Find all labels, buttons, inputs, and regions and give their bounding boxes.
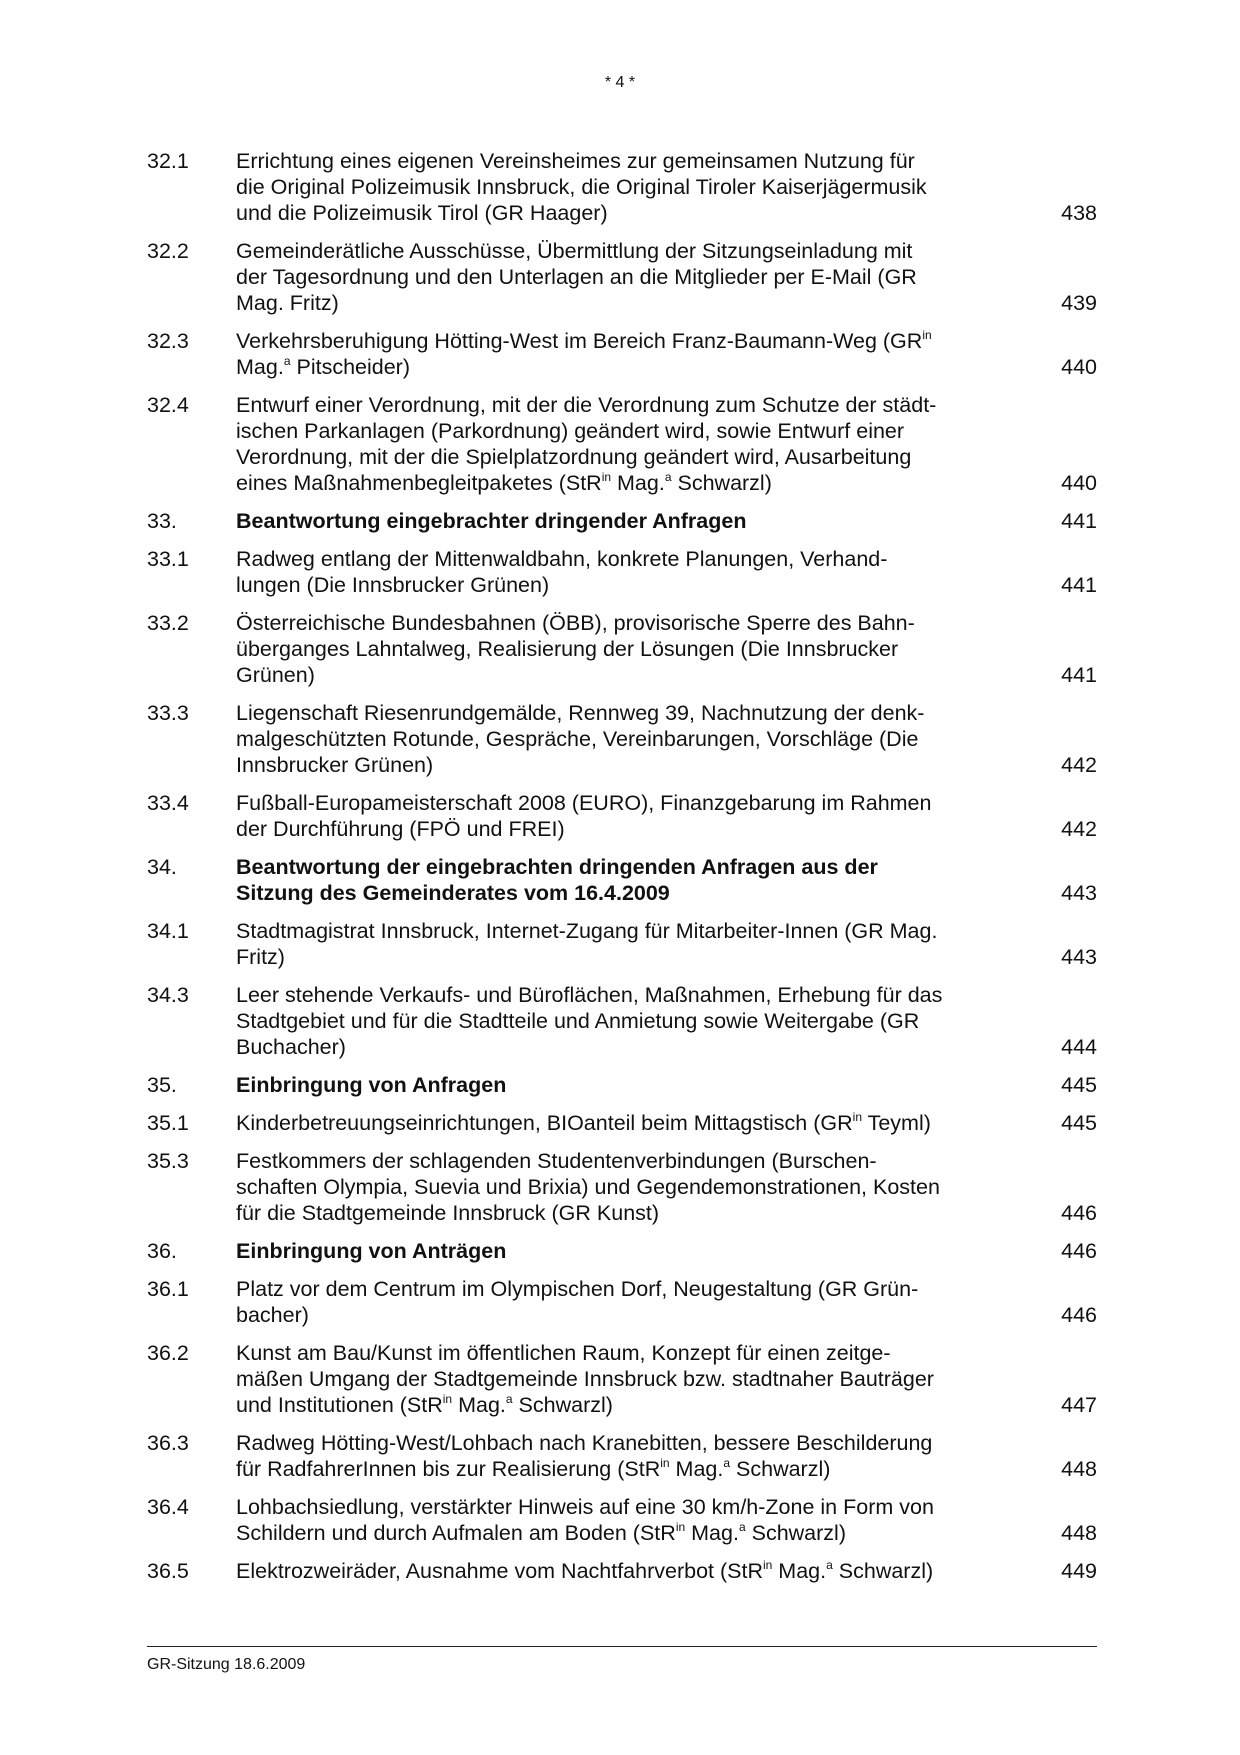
title-text: lungen (Die Innsbrucker Grünen) [236, 573, 550, 597]
toc-entry-title [236, 1430, 1006, 1482]
toc-entry-page: 446 [1061, 1303, 1097, 1327]
toc-entry-number: 36.2 [147, 1341, 189, 1365]
toc-entry-page: 440 [1061, 471, 1097, 495]
toc-entry-title-line [236, 290, 1006, 316]
title-text: Entwurf einer Verordnung, mit der die Verordnung zum Schutze der städt- [236, 393, 937, 417]
toc-entry-page: 443 [1061, 945, 1097, 969]
toc-entry [147, 1276, 1097, 1328]
superscript: a [505, 1392, 513, 1406]
title-text: Kunst am Bau/Kunst im öffentlichen Raum, Konzept für einen zeitge- [236, 1341, 891, 1365]
toc-entry-title [236, 790, 1006, 842]
toc-entry [147, 790, 1097, 842]
toc-entry-title-line [236, 328, 1006, 354]
page-number: * 4 * [604, 74, 636, 91]
title-text: Beantwortung eingebrachter dringender Anfragen [236, 509, 747, 533]
superscript: a [283, 354, 291, 368]
toc-entry-number: 36.4 [147, 1495, 189, 1519]
toc-entry-title-line [236, 1276, 1006, 1302]
toc-entry-title-line [236, 1340, 1006, 1366]
title-text: Verkehrsberuhigung Hötting-West im Bereich Franz-Baumann-Weg (GR [236, 329, 923, 353]
toc-entry [147, 854, 1097, 906]
toc-entry-title-line [236, 1392, 1006, 1418]
toc-entry-title [236, 854, 1006, 906]
toc-entry-title [236, 328, 1006, 380]
title-text: Festkommers der schlagenden Studentenverbindungen (Burschen- [236, 1149, 877, 1173]
title-text: Radweg Hötting-West/Lohbach nach Kranebitten, bessere Beschilderung [236, 1431, 933, 1455]
toc-entry-page: 447 [1061, 1393, 1097, 1417]
toc-entry-title-line [236, 752, 1006, 778]
toc-entry-title-line [236, 636, 1006, 662]
toc-entry-title-line [236, 200, 1006, 226]
toc-entry-page: 438 [1061, 201, 1097, 225]
title-text: der Tagesordnung und den Unterlagen an die Mitglieder per E-Mail (GR [236, 265, 917, 289]
superscript: in [601, 470, 612, 484]
toc-entry-title-line [236, 726, 1006, 752]
toc-entry-title [236, 1340, 1006, 1418]
toc-entry-title-line [236, 1072, 1006, 1098]
title-text: Stadtmagistrat Innsbruck, Internet-Zugang für Mitarbeiter-Innen (GR Mag. [236, 919, 938, 943]
title-text: schaften Olympia, Suevia und Brixia) und Gegendemonstrationen, Kosten [236, 1175, 940, 1199]
title-text: Grünen) [236, 663, 315, 687]
superscript: a [826, 1558, 833, 1572]
toc-entry [147, 918, 1097, 970]
toc-entry-number: 34. [147, 855, 177, 879]
title-text: Innsbrucker Grünen) [236, 753, 434, 777]
toc-entry [147, 610, 1097, 688]
title-text: Mag. [685, 1521, 739, 1545]
toc-entry-page: 441 [1061, 509, 1097, 533]
title-text: mäßen Umgang der Stadtgemeinde Innsbruck bzw. stadtnaher Bauträger [236, 1367, 934, 1391]
title-text: Teyml) [862, 1111, 931, 1135]
toc-entry-page: 440 [1061, 355, 1097, 379]
toc-entry-title [236, 1276, 1006, 1328]
toc-entry-page: 445 [1061, 1073, 1097, 1097]
title-text: Schwarzl) [745, 1521, 846, 1545]
toc-entry [147, 700, 1097, 778]
toc-entry-title [236, 1238, 1006, 1264]
toc-entry-number: 35.1 [147, 1111, 189, 1135]
toc-entry-title [236, 1558, 1006, 1584]
toc-entry-title-line [236, 418, 1006, 444]
superscript: a [723, 1456, 731, 1470]
toc-entry-number: 32.4 [147, 393, 189, 417]
toc-entry-number: 36.1 [147, 1277, 189, 1301]
title-text: Fritz) [236, 945, 285, 969]
toc-entry [147, 508, 1097, 534]
toc-entry [147, 546, 1097, 598]
title-text: Mag. [772, 1559, 827, 1583]
toc-entry-title-line [236, 982, 1006, 1008]
title-text: Stadtgebiet und für die Stadtteile und Anmietung sowie Weitergabe (GR [236, 1009, 920, 1033]
toc-entry-page: 441 [1061, 573, 1097, 597]
toc-entry-number: 35. [147, 1073, 177, 1097]
title-text: für die Stadtgemeinde Innsbruck (GR Kunst) [236, 1201, 660, 1225]
toc-entry-title-line [236, 354, 1006, 380]
title-text: Buchacher) [236, 1035, 346, 1059]
toc-entry-title [236, 392, 1006, 496]
toc-entry [147, 148, 1097, 226]
title-text: bacher) [236, 1303, 309, 1327]
toc-entry-title-line [236, 546, 1006, 572]
toc-entry-title-line [236, 1148, 1006, 1174]
title-text: Österreichische Bundesbahnen (ÖBB), provisorische Sperre des Bahn- [236, 611, 915, 635]
title-text: Schwarzl) [730, 1457, 831, 1481]
toc-entry-title-line [236, 880, 1006, 906]
toc-entry-title-line [236, 1302, 1006, 1328]
toc-entry [147, 982, 1097, 1060]
title-text: Einbringung von Anträgen [236, 1239, 507, 1263]
title-text: überganges Lahntalweg, Realisierung der Lösungen (Die Innsbrucker [236, 637, 899, 661]
toc-entry-page: 441 [1061, 663, 1097, 687]
toc-entry-page: 449 [1061, 1559, 1097, 1583]
superscript: a [664, 470, 672, 484]
toc-entry-title-line [236, 1430, 1006, 1456]
toc-entry-number: 32.3 [147, 329, 189, 353]
superscript: in [675, 1520, 686, 1534]
title-text: Beantwortung der eingebrachten dringenden Anfragen aus der [236, 855, 878, 879]
toc-entry-title-line [236, 944, 1006, 970]
title-text: Elektrozweiräder, Ausnahme vom Nachtfahrverbot (StR [236, 1559, 763, 1583]
toc-entry-title-line [236, 174, 1006, 200]
toc-entry-page: 446 [1061, 1201, 1097, 1225]
toc-entry-title-line [236, 1008, 1006, 1034]
toc-entry-page: 444 [1061, 1035, 1097, 1059]
toc-entry-title-line [236, 610, 1006, 636]
title-text: Pitscheider) [290, 355, 410, 379]
title-text: Platz vor dem Centrum im Olympischen Dorf, Neugestaltung (GR Grün- [236, 1277, 919, 1301]
toc-entry-title [236, 610, 1006, 688]
toc-entry-title-line [236, 508, 1006, 534]
superscript: in [762, 1558, 773, 1572]
title-text: Mag. Fritz) [236, 291, 339, 315]
title-text: Mag. [236, 355, 284, 379]
superscript: in [442, 1392, 453, 1406]
toc-entry-title-line [236, 816, 1006, 842]
toc-entry-title [236, 508, 1006, 534]
toc-entry-title-line [236, 790, 1006, 816]
toc-entry-title [236, 148, 1006, 226]
toc-entry-title [236, 1072, 1006, 1098]
title-text: Liegenschaft Riesenrundgemälde, Rennweg 39, Nachnutzung der denk- [236, 701, 925, 725]
toc-entry-page: 443 [1061, 881, 1097, 905]
title-text: Schwarzl) [512, 1393, 613, 1417]
toc-entry-title-line [236, 1558, 1006, 1584]
toc-entry-page: 439 [1061, 291, 1097, 315]
superscript: in [660, 1456, 670, 1470]
toc-entry [147, 1110, 1097, 1136]
toc-entry-title-line [236, 1520, 1006, 1546]
title-text: Leer stehende Verkaufs- und Büroflächen, Maßnahmen, Erhebung für das [236, 983, 943, 1007]
toc-entry-number: 36. [147, 1239, 177, 1263]
title-text: Mag. [452, 1393, 506, 1417]
title-text: und Institutionen (StR [236, 1393, 443, 1417]
title-text: Kinderbetreuungseinrichtungen, BIOanteil beim Mittagstisch (GR [236, 1111, 853, 1135]
toc-entry [147, 1430, 1097, 1482]
toc-entry-title-line [236, 444, 1006, 470]
title-text: Sitzung des Gemeinderates vom 16.4.2009 [236, 881, 670, 905]
title-text: Lohbachsiedlung, verstärkter Hinweis auf eine 30 km/h-Zone in Form von [236, 1495, 934, 1519]
title-text: Schwarzl) [832, 1559, 934, 1583]
toc-entry-number: 33.4 [147, 791, 189, 815]
toc-entry [147, 1148, 1097, 1226]
toc-entry-title [236, 918, 1006, 970]
title-text: Mag. [669, 1457, 724, 1481]
toc-entry [147, 1340, 1097, 1418]
toc-entry-page: 448 [1061, 1457, 1097, 1481]
title-text: und die Polizeimusik Tirol (GR Haager) [236, 201, 608, 225]
table-of-contents [147, 148, 1097, 1596]
toc-entry-title-line [236, 238, 1006, 264]
toc-entry-title-line [236, 662, 1006, 688]
toc-entry-title-line [236, 1034, 1006, 1060]
toc-entry-title [236, 238, 1006, 316]
toc-entry-title [236, 982, 1006, 1060]
title-text: malgeschützten Rotunde, Gespräche, Vereinbarungen, Vorschläge (Die [236, 727, 919, 751]
toc-entry-number: 32.2 [147, 239, 189, 263]
title-text: Fußball-Europameisterschaft 2008 (EURO), Finanzgebarung im Rahmen [236, 791, 932, 815]
title-text: Gemeinderätliche Ausschüsse, Übermittlung der Sitzungseinladung mit [236, 239, 913, 263]
superscript: in [922, 328, 932, 342]
toc-entry-title-line [236, 470, 1006, 496]
toc-entry-title-line [236, 918, 1006, 944]
title-text: die Original Polizeimusik Innsbruck, die Original Tiroler Kaiserjägermusik [236, 175, 927, 199]
title-text: Errichtung eines eigenen Vereinsheimes zur gemeinsamen Nutzung für [236, 149, 915, 173]
toc-entry [147, 1558, 1097, 1584]
toc-entry [147, 392, 1097, 496]
title-text: Radweg entlang der Mittenwaldbahn, konkrete Planungen, Verhand- [236, 547, 888, 571]
title-text: Schildern und durch Aufmalen am Boden (StR [236, 1521, 676, 1545]
toc-entry-title-line [236, 1494, 1006, 1520]
toc-entry [147, 328, 1097, 380]
toc-entry-title-line [236, 392, 1006, 418]
toc-entry [147, 1238, 1097, 1264]
toc-entry-page: 446 [1061, 1239, 1097, 1263]
toc-entry-title-line [236, 1238, 1006, 1264]
toc-entry-title [236, 1494, 1006, 1546]
title-text: Mag. [611, 471, 665, 495]
toc-entry-title [236, 1148, 1006, 1226]
superscript: in [852, 1110, 862, 1124]
toc-entry-title-line [236, 1366, 1006, 1392]
toc-entry-page: 448 [1061, 1521, 1097, 1545]
toc-entry-page: 442 [1061, 817, 1097, 841]
title-text: ischen Parkanlagen (Parkordnung) geändert wird, sowie Entwurf einer [236, 419, 905, 443]
toc-entry-title-line [236, 148, 1006, 174]
title-text: der Durchführung (FPÖ und FREI) [236, 817, 565, 841]
toc-entry [147, 238, 1097, 316]
toc-entry-number: 36.5 [147, 1559, 189, 1583]
toc-entry-number: 34.3 [147, 983, 189, 1007]
toc-entry-title-line [236, 1110, 1006, 1136]
footer-divider [147, 1646, 1097, 1647]
toc-entry-page: 445 [1061, 1111, 1097, 1135]
toc-entry-number: 32.1 [147, 149, 189, 173]
superscript: a [738, 1520, 746, 1534]
toc-entry-title-line [236, 1456, 1006, 1482]
toc-entry-number: 34.1 [147, 919, 189, 943]
toc-entry-title-line [236, 264, 1006, 290]
title-text: Verordnung, mit der die Spielplatzordnung geändert wird, Ausarbeitung [236, 445, 912, 469]
toc-entry-number: 35.3 [147, 1149, 189, 1173]
footer-text: GR-Sitzung 18.6.2009 [147, 1656, 306, 1673]
toc-entry-title-line [236, 700, 1006, 726]
toc-entry-number: 33. [147, 509, 177, 533]
title-text: eines Maßnahmenbegleitpaketes (StR [236, 471, 602, 495]
title-text: Schwarzl) [671, 471, 772, 495]
toc-entry-number: 33.1 [147, 547, 189, 571]
title-text: für RadfahrerInnen bis zur Realisierung (StR [236, 1457, 661, 1481]
toc-entry [147, 1072, 1097, 1098]
toc-entry-number: 33.2 [147, 611, 189, 635]
toc-entry-title [236, 1110, 1006, 1136]
toc-entry-title-line [236, 572, 1006, 598]
toc-entry-title [236, 546, 1006, 598]
toc-entry [147, 1494, 1097, 1546]
toc-entry-title-line [236, 1200, 1006, 1226]
toc-entry-title-line [236, 854, 1006, 880]
toc-entry-number: 36.3 [147, 1431, 189, 1455]
toc-entry-number: 33.3 [147, 701, 189, 725]
toc-entry-page: 442 [1061, 753, 1097, 777]
title-text: Einbringung von Anfragen [236, 1073, 507, 1097]
toc-entry-title [236, 700, 1006, 778]
toc-entry-title-line [236, 1174, 1006, 1200]
